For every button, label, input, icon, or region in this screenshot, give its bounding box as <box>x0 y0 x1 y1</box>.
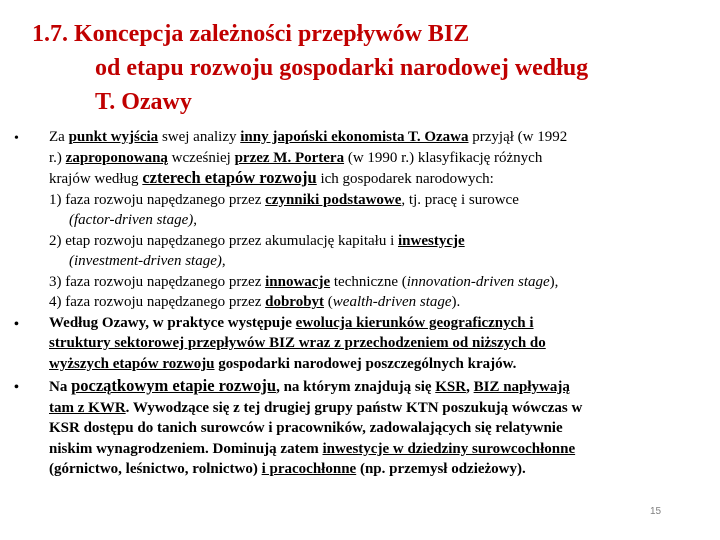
text: , tj. pracę i surowce <box>401 191 519 208</box>
text-underlined: i pracochłonne <box>261 461 357 477</box>
text: Na <box>49 379 72 395</box>
text-italic: (investment-driven stage) <box>69 253 222 269</box>
text-underlined: czterech etapów rozwoju <box>142 168 317 187</box>
text: , <box>193 212 197 228</box>
stage-2 <box>49 231 694 252</box>
text: 2) etap rozwoju napędzanego przez akumulację kapitału i <box>49 232 399 249</box>
text: niskim wynagrodzeniem. Dominują zatem <box>49 440 323 457</box>
stage-3 <box>49 272 694 293</box>
text: 4) faza rozwoju napędzanego przez <box>49 294 266 310</box>
bullet-2-line-2: struktury sektorowej przepływów BIZ wraz z przechodzeniem od niższych do <box>49 335 546 351</box>
text: ich gospodarek narodowych: <box>316 171 494 187</box>
bullet-2-line-3 <box>49 354 694 375</box>
text: Według Ozawy, w praktyce występuje <box>49 314 296 331</box>
text-underlined: inny japoński ekonomista T. Ozawa <box>240 129 469 145</box>
text: (np. przemysł odzieżowy). <box>356 461 526 477</box>
stage-1-english <box>49 210 694 231</box>
bullet-2-line-1 <box>49 313 694 334</box>
text-underlined: innowacje <box>265 273 331 290</box>
text: , <box>466 379 474 395</box>
bullet-dot: • <box>14 131 19 146</box>
text-underlined: ewolucja kierunków geograficznych i <box>295 314 534 331</box>
bullet-dot: • <box>14 316 19 332</box>
bullet-2 <box>14 313 694 375</box>
stage-2-english <box>49 251 694 272</box>
text-underlined: BIZ napływają <box>473 379 570 395</box>
bullet-3-line-3: KSR dostępu do tanich surowców i pracowników, zadowalających się relatywnie <box>49 420 563 436</box>
text: swej analizy <box>158 129 241 145</box>
bullet-3-line-4 <box>49 439 694 460</box>
text: 1) faza rozwoju napędzanego przez <box>49 191 266 208</box>
text-underlined: wyższych etapów rozwoju <box>49 355 215 372</box>
page-number: 15 <box>650 506 662 517</box>
text: , na którym znajdują się <box>276 379 436 395</box>
text: r.) <box>49 149 66 166</box>
text: gospodarki narodowej poszczególnych krajów. <box>214 355 517 372</box>
text-underlined: zaproponowaną <box>65 149 168 166</box>
title-line-3: T. Ozawy <box>95 89 192 115</box>
text-underlined: tam z KWR <box>49 399 126 416</box>
bullet-1-line-3 <box>49 168 694 190</box>
text: (górnictwo, leśnictwo, rolnictwo) <box>49 461 262 477</box>
bullet-3-line-2 <box>49 398 694 419</box>
text-underlined: punkt wyjścia <box>68 129 159 145</box>
text: (w 1990 r.) klasyfikację różnych <box>344 149 543 166</box>
text: ( <box>324 294 333 310</box>
text: Za <box>49 129 69 145</box>
text-underlined: czynniki podstawowe <box>265 191 402 208</box>
text-underlined: dobrobyt <box>265 294 325 310</box>
bullet-dot: • <box>14 380 19 395</box>
text-italic: wealth-driven stage <box>332 294 452 310</box>
bullet-1-line-2 <box>49 148 694 169</box>
text-underlined: inwestycje <box>398 232 465 249</box>
text: ), <box>549 273 559 290</box>
text-italic: innovation-driven stage <box>406 273 550 290</box>
text-underlined: inwestycje w dziedziny surowcochłonne <box>322 440 576 457</box>
stage-4 <box>49 292 694 313</box>
slide-content <box>14 127 694 480</box>
text-italic: (factor-driven stage) <box>69 212 194 228</box>
title-line-1: 1.7. Koncepcja zależności przepływów BIZ <box>32 21 470 47</box>
bullet-1-line-1 <box>49 127 694 148</box>
bullet-3 <box>14 376 694 480</box>
text: 3) faza rozwoju napędzanego przez <box>49 273 266 290</box>
text: . Wywodzące się z tej drugiej grupy państw KTN poszukują wówczas w <box>125 399 583 416</box>
bullet-3-line-1 <box>49 376 694 398</box>
stage-1 <box>49 190 694 211</box>
text: techniczne ( <box>330 273 407 290</box>
text: ). <box>451 294 461 310</box>
text-underlined: KSR <box>435 379 467 395</box>
text-underlined: początkowym etapie rozwoju <box>71 376 277 395</box>
text: krajów według <box>49 171 143 187</box>
text: przyjął (w 1992 <box>468 129 568 145</box>
text: , <box>221 253 226 269</box>
text-underlined: przez M. Portera <box>234 149 345 166</box>
bullet-1 <box>14 127 694 313</box>
bullet-3-line-5 <box>49 459 694 480</box>
slide-title <box>32 17 692 119</box>
text: wcześniej <box>167 149 235 166</box>
title-line-2: od etapu rozwoju gospodarki narodowej według <box>95 55 589 81</box>
